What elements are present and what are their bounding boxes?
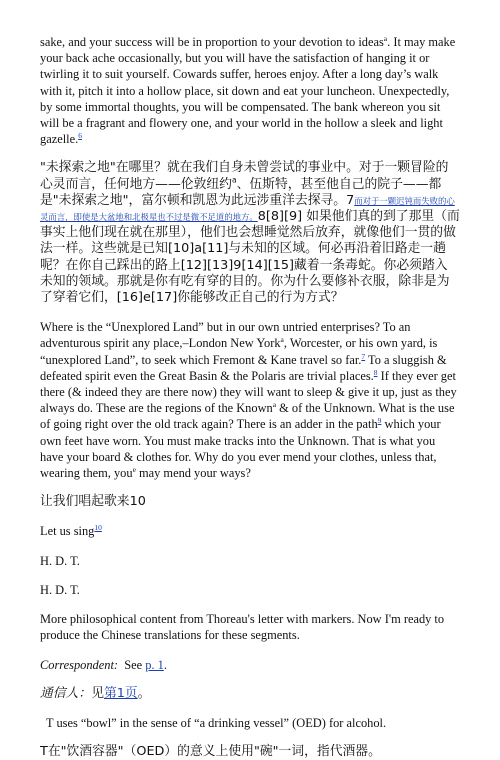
text: 、伍斯特，甚至他自己的院子——都是"未探索之地"，富尔顿和凯恩为此远涉重洋去探寻。7 bbox=[40, 176, 442, 208]
superscript-marker: e bbox=[132, 464, 136, 474]
footnote-link-7[interactable]: 7 bbox=[361, 351, 366, 361]
text: . It may make your back ache occasionally, but you will have the satisfaction of hanging it or twirling it to suit yourself. Cowards suffer, heroes enjoy. After a long day’s walk with it, pitch it into a hollow place, sit down and eat your luncheon. Unexpectedly, by some immortal thoughts, you will be compensated. The bank whereon you sit will be a fragrant and flowery one, and your world in the hollow a sleek and light gazelle. bbox=[40, 35, 456, 147]
chinese-sing-line: 让我们唱起歌来10 bbox=[40, 494, 146, 510]
text: "未探索之地"在哪里？就在我们自身未曾尝试的事业中。对于一颗冒险的心灵而言，任何地方——伦敦纽约 bbox=[40, 160, 449, 192]
chinese-correspondent-line bbox=[40, 686, 460, 702]
label: 通信人： bbox=[40, 685, 92, 701]
superscript-marker: a bbox=[272, 400, 277, 410]
meta-note: More philosophical content from Thoreau's letter with markers. Now I'm ready to produce the Chinese translations for these segments. bbox=[40, 612, 445, 643]
text: sake, and your success will be in proportion to your devotion to ideas bbox=[40, 35, 384, 49]
signature-initials: H. D. T. bbox=[40, 553, 80, 568]
text: & of the Unknown. What is the use of going right over the old track again? There is an adder in the path bbox=[40, 401, 455, 432]
footnote-link-inline[interactable]: 而对于一颗迟钝而失败的心灵而言，即使是大盆地和北极星也不过是微不足道的地方。 bbox=[40, 195, 455, 223]
paragraph-unexplored-land bbox=[40, 319, 460, 481]
text: , Worcester, or his own yard, is “unexplored Land”, to seek which Fremont & Kane travel so far. bbox=[40, 336, 438, 367]
superscript-marker: a bbox=[231, 175, 237, 185]
sing-line bbox=[40, 523, 460, 539]
text: 见 bbox=[91, 685, 104, 701]
page-link-zh[interactable]: 第1页 bbox=[103, 685, 138, 701]
footnote-link-6[interactable]: 6 bbox=[78, 131, 82, 141]
paragraph-continuation bbox=[40, 34, 460, 147]
correspondent-line bbox=[40, 657, 460, 673]
bowl-note-chinese: T在"饮酒容器"（OED）的意义上使用"碗"一词，指代酒器。 bbox=[40, 744, 381, 760]
text: Let us sing bbox=[40, 524, 95, 539]
text: If they ever get there (& indeed they are there now) they will want to sleep & give it up, just as they always do. These are the regions of the Known bbox=[40, 368, 457, 416]
text: which your own feet have worn. You must make tracks into the Unknown. That is what you have your board & clothes for. Why do you ever mend your clothes, unless that, wearing them, you bbox=[40, 417, 441, 481]
text: Where is the “Unexplored Land” but in our own untried enterprises? To an adventurous spirit any place,–London New York bbox=[40, 320, 411, 351]
footnote-link-10[interactable]: 10 bbox=[94, 523, 102, 533]
signature-initials-repeat: H. D. T. bbox=[40, 582, 80, 597]
footnote-link-8[interactable]: 8 bbox=[373, 367, 378, 377]
text: See bbox=[124, 657, 146, 672]
superscript-marker: a bbox=[280, 335, 284, 345]
chinese-translation-paragraph bbox=[40, 160, 460, 306]
bowl-note-english: T uses “bowl” in the sense of “a drinking vessel” (OED) for alcohol. bbox=[46, 715, 387, 730]
text: may mend your ways? bbox=[135, 466, 251, 481]
footnote-link-9[interactable]: 9 bbox=[377, 416, 382, 426]
text: . bbox=[163, 657, 167, 672]
text: 8[8][9] 如果他们真的到了那里（而事实上他们现在就在那里），他们也会想睡觉然后放弃，就像他们一贯的做法一样。这些就是已知[10]a[11]与未知的区域。何必再沿着旧路走一趟呢？在你自己踩出的路上[12][13]9[14][15]藏着一条毒蛇。你必须踏入未知的领域。那就是你有吃有穿的目的。你为什么要修补衣服，除非是为了穿着它们，[16]e[17]你能够改正自己的行为方式？ bbox=[40, 209, 460, 306]
text: To a sluggish & defeated spirit even the Great Basin & the Polaris are trivial places. bbox=[40, 352, 447, 383]
label: Correspondent: bbox=[40, 657, 119, 672]
superscript-marker: a bbox=[383, 33, 388, 43]
text: 。 bbox=[137, 685, 151, 701]
page-link[interactable]: p. 1 bbox=[145, 657, 164, 672]
